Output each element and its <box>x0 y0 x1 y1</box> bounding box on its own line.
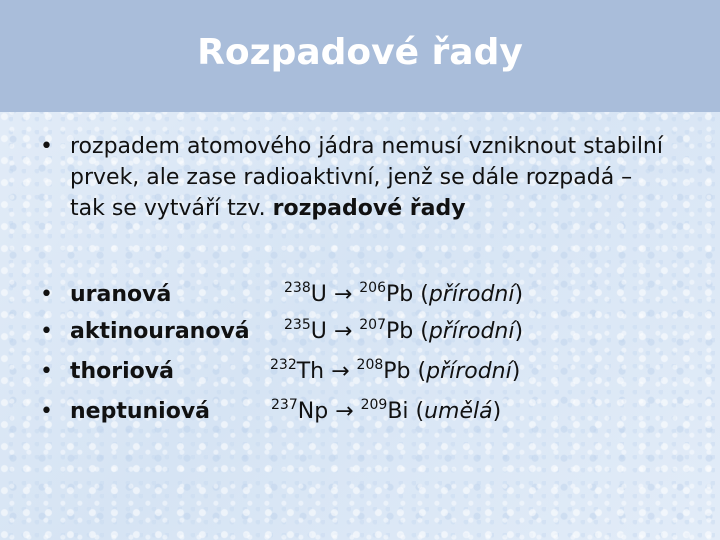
paren-close: ) <box>492 399 502 424</box>
parent-element: Np <box>297 399 329 424</box>
origin: přírodní <box>426 359 512 384</box>
product-element: Pb <box>383 359 411 384</box>
paren-close: ) <box>514 282 524 307</box>
series-name: uranová <box>70 282 172 307</box>
paren-close: ) <box>511 359 521 384</box>
parent-mass: 238 <box>284 280 311 296</box>
parent-mass: 235 <box>284 317 311 333</box>
bullet: • <box>40 399 53 424</box>
paren-close: ) <box>514 319 524 344</box>
arrow: → <box>326 282 360 307</box>
product-element: Pb <box>386 319 414 344</box>
paren-open: ( <box>413 282 429 307</box>
intro-paragraph <box>40 131 700 224</box>
decay-formula <box>271 399 501 424</box>
product-mass: 209 <box>360 397 388 413</box>
paren-open: ( <box>413 319 429 344</box>
product-element: Pb <box>386 282 414 307</box>
bullet: • <box>40 134 53 159</box>
intro-body: rozpadem atomového jádra nemusí vzniknout stabilní prvek, ale zase radioaktivní, jenž se dále rozpadá – tak se vytváří tzv. <box>70 134 663 221</box>
parent-element: Th <box>296 359 325 384</box>
arrow: → <box>328 399 361 424</box>
decay-formula <box>284 319 523 344</box>
parent-mass: 232 <box>270 357 297 373</box>
parent-element: U <box>310 282 327 307</box>
parent-mass: 237 <box>271 397 298 413</box>
arrow: → <box>324 359 357 384</box>
arrow: → <box>326 319 360 344</box>
bullet: • <box>40 282 53 307</box>
intro-text <box>70 131 670 224</box>
series-name: aktinouranová <box>70 319 250 344</box>
product-element: Bi <box>387 399 409 424</box>
product-mass: 207 <box>359 317 386 333</box>
product-mass: 206 <box>359 280 386 296</box>
paren-open: ( <box>410 359 427 384</box>
title-bar <box>0 0 720 112</box>
decay-formula <box>284 282 523 307</box>
series-name: neptuniová <box>70 399 211 424</box>
intro-bold-term: rozpadové řady <box>272 196 466 221</box>
decay-formula <box>270 359 520 384</box>
origin: přírodní <box>428 319 515 344</box>
bullet: • <box>40 359 53 384</box>
series-name: thoriová <box>70 359 174 384</box>
paren-open: ( <box>408 399 425 424</box>
origin: přírodní <box>428 282 515 307</box>
bullet: • <box>40 319 53 344</box>
origin: umělá <box>424 399 493 424</box>
product-mass: 208 <box>356 357 384 373</box>
slide-title: Rozpadové řady <box>197 31 523 73</box>
parent-element: U <box>310 319 327 344</box>
